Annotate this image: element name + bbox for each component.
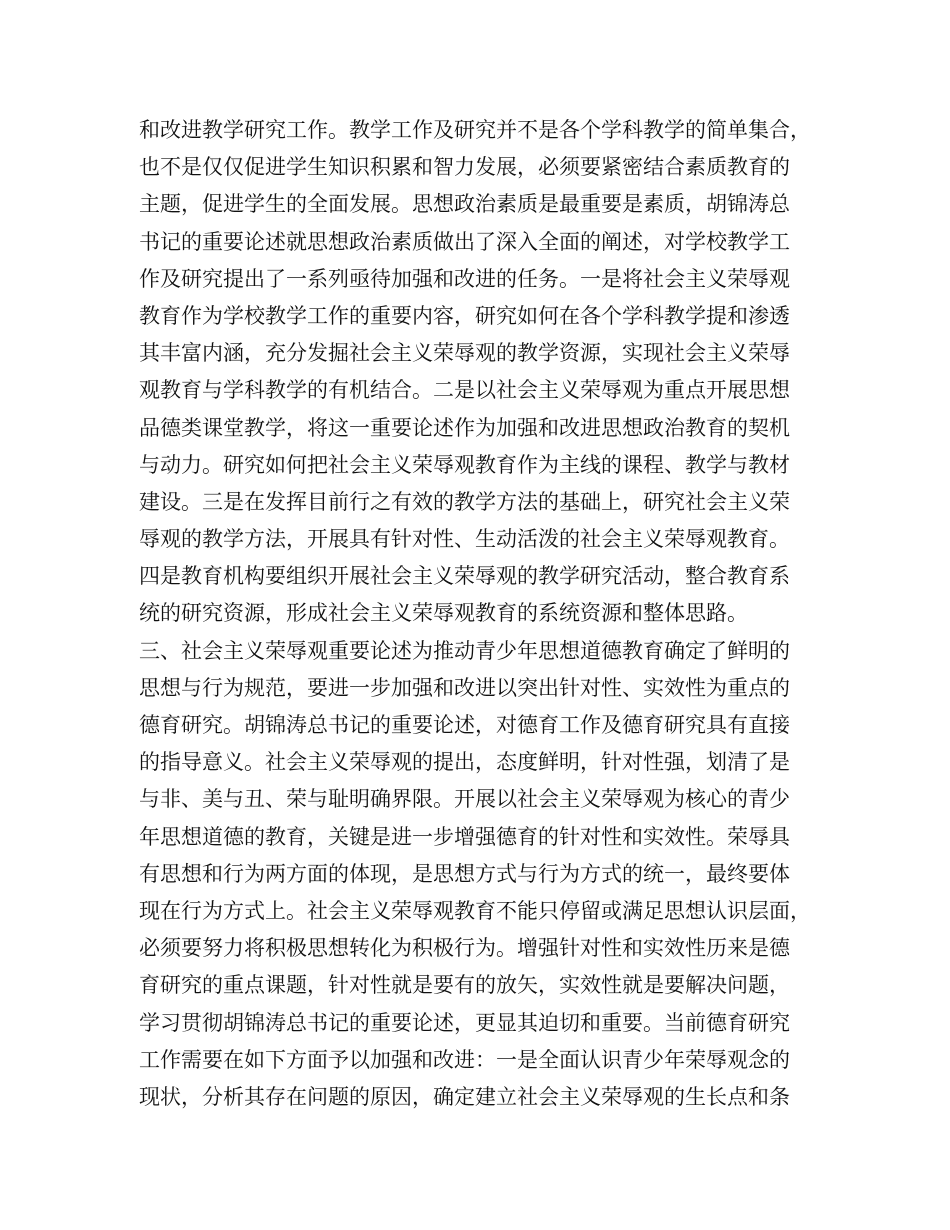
text-line: 观教育与学科教学的有机结合。二是以社会主义荣辱观为重点开展思想 xyxy=(139,378,790,403)
text-line: 其丰富内涵，充分发掘社会主义荣辱观的教学资源，实现社会主义荣辱 xyxy=(139,341,790,366)
text-line: 书记的重要论述就思想政治素质做出了深入全面的阐述，对学校教学工 xyxy=(139,229,790,254)
text-line: 四是教育机构要组织开展社会主义荣辱观的教学研究活动，整合教育系 xyxy=(139,564,790,589)
text-line: 辱观的教学方法，开展具有针对性、生动活泼的社会主义荣辱观教育。 xyxy=(139,527,790,552)
text-line: 德育研究。胡锦涛总书记的重要论述，对德育工作及德育研究具有直接 xyxy=(139,713,790,737)
text-line: 必须要努力将积极思想转化为积极行为。增强针对性和实效性历来是德 xyxy=(139,936,790,961)
text-line: 主题，促进学生的全面发展。思想政治素质是最重要是素质，胡锦涛总 xyxy=(139,192,790,217)
text-line: 和改进教学研究工作。教学工作及研究并不是各个学科教学的简单集合， xyxy=(139,118,811,142)
text-line: 教育作为学校教学工作的重要内容，研究如何在各个学科教学提和渗透 xyxy=(139,303,790,328)
text-line: 思想与行为规范，要进一步加强和改进以突出针对性、实效性为重点的 xyxy=(139,675,790,700)
text-line: 学习贯彻胡锦涛总书记的重要论述，更显其迫切和重要。当前德育研究 xyxy=(139,1010,790,1035)
text-line: 三、社会主义荣辱观重要论述为推动青少年思想道德教育确定了鲜明的 xyxy=(139,638,790,663)
text-line: 有思想和行为两方面的体现，是思想方式与行为方式的统一，最终要体 xyxy=(139,861,790,886)
text-line: 建设。三是在发挥目前行之有效的教学方法的基础上，研究社会主义荣 xyxy=(139,489,790,514)
text-line: 的指导意义。社会主义荣辱观的提出，态度鲜明，针对性强，划清了是 xyxy=(139,750,790,775)
text-line: 也不是仅仅促进学生知识积累和智力发展，必须要紧密结合素质教育的 xyxy=(139,155,790,180)
text-line: 统的研究资源，形成社会主义荣辱观教育的系统资源和整体思路。 xyxy=(139,601,748,626)
text-line: 作及研究提出了一系列亟待加强和改进的任务。一是将社会主义荣辱观 xyxy=(139,266,790,291)
text-line: 年思想道德的教育，关键是进一步增强德育的针对性和实效性。荣辱具 xyxy=(139,824,790,849)
text-line: 现状，分析其存在问题的原因，确定建立社会主义荣辱观的生长点和条 xyxy=(139,1084,790,1109)
text-line: 现在行为方式上。社会主义荣辱观教育不能只停留或满足思想认识层面， xyxy=(139,898,811,923)
text-line: 品德类课堂教学，将这一重要论述作为加强和改进思想政治教育的契机 xyxy=(139,415,790,440)
text-line: 与非、美与丑、荣与耻明确界限。开展以社会主义荣辱观为核心的青少 xyxy=(139,787,790,812)
text-line: 工作需要在如下方面予以加强和改进：一是全面认识青少年荣辱观念的 xyxy=(139,1047,790,1072)
text-line: 育研究的重点课题，针对性就是要有的放矢，实效性就是要解决问题， xyxy=(139,973,790,998)
text-line: 与动力。研究如何把社会主义荣辱观教育作为主线的课程、教学与教材 xyxy=(139,452,790,477)
body-text xyxy=(139,112,829,1116)
